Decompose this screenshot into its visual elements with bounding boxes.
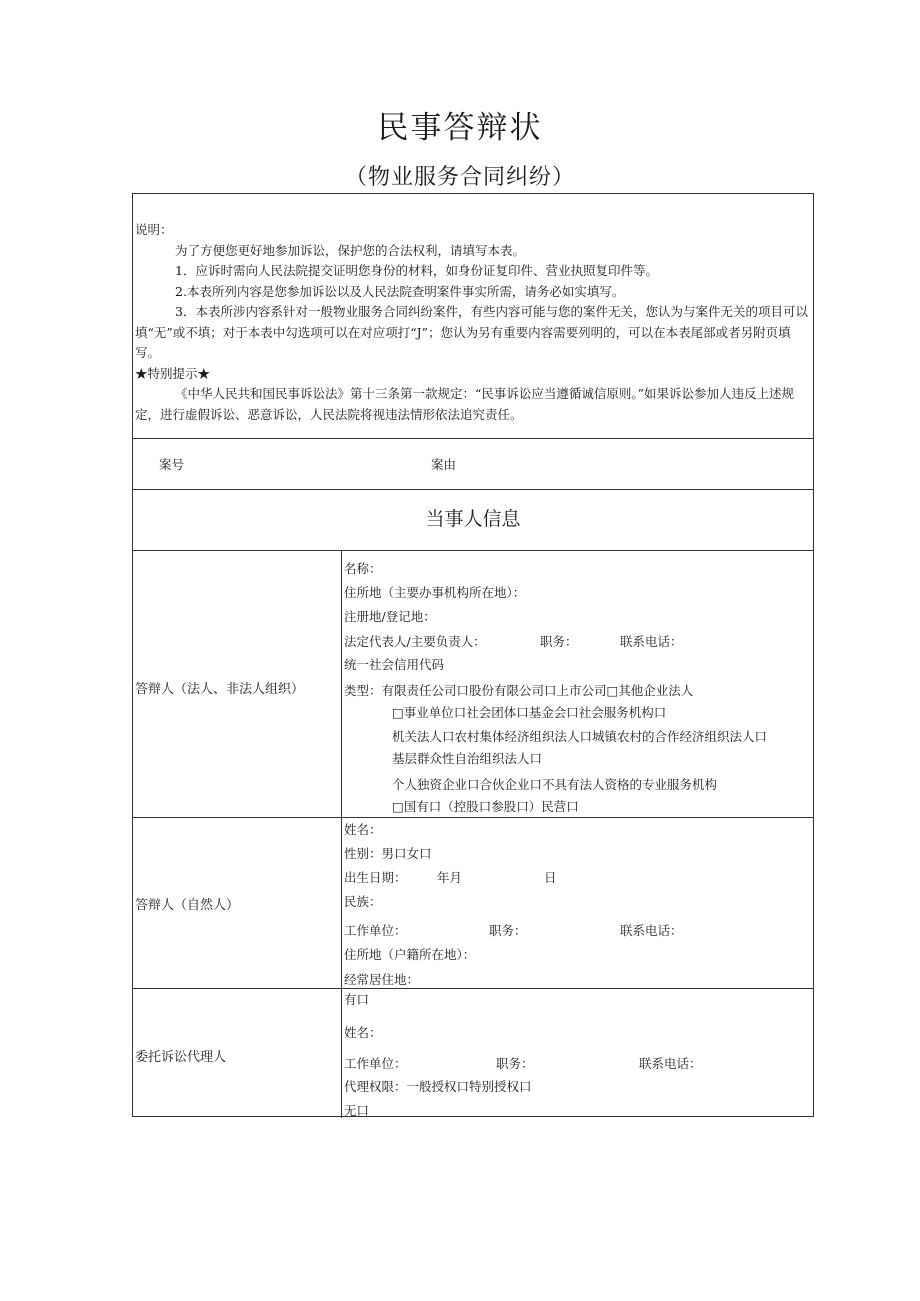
instructions-item-2: 2.本表所列内容是您参加诉讼以及人民法院查明案件事实所需，请务必如实填写。: [175, 283, 625, 299]
person-work-field: 工作单位：: [344, 923, 407, 938]
org-type-line-6: □国有口（控股口参股口）民营口: [392, 799, 579, 814]
instructions: [135, 220, 811, 425]
person-address-field: 住所地（户籍所在地）：: [344, 947, 476, 962]
org-position-field: 职务：: [540, 634, 578, 649]
agent-work-field: 工作单位：: [344, 1056, 407, 1071]
case-cause-label: 案由: [431, 457, 457, 472]
case-number-label: 案号: [159, 457, 185, 472]
person-name-field: 姓名：: [344, 822, 382, 837]
document-subtitle: （物业服务合同纠纷）: [344, 165, 575, 190]
person-birth-year-month: 年月: [437, 870, 463, 885]
agent-phone-field: 联系电话：: [639, 1056, 702, 1071]
org-type-line-4: 基层群众性自治组织法人口: [392, 751, 543, 766]
agent-has-option: 有口: [344, 992, 370, 1007]
agent-label: 委托诉讼代理人: [135, 1050, 227, 1065]
person-birth-field: 出生日期：: [344, 870, 407, 885]
column-divider: [341, 550, 342, 1118]
respondent-person-label: 答辩人（自然人）: [135, 898, 240, 913]
person-position-field: 职务：: [489, 923, 527, 938]
person-ethnicity-field: 民族：: [344, 894, 382, 909]
person-residence-field: 经常居住地：: [344, 972, 420, 987]
org-type-line-3: 机关法人口农村集体经济组织法人口城镇农村的合作经济组织法人口: [392, 729, 768, 744]
agent-name-field: 姓名：: [344, 1025, 382, 1040]
agent-authority-field: 代理权限：一般授权口特别授权口: [344, 1079, 532, 1094]
divider: [133, 988, 813, 989]
org-address-field: 住所地（主要办事机构所在地）：: [344, 585, 526, 600]
agent-none-option: 无口: [344, 1103, 370, 1118]
section-title: 当事人信息: [425, 508, 521, 530]
divider: [133, 817, 813, 818]
person-birth-day: 日: [544, 870, 557, 885]
org-credit-code-field: 统一社会信用代码: [344, 657, 445, 672]
org-type-line-2: □事业单位口社会团体口基金会口社会服务机构口: [392, 705, 667, 720]
special-notice-heading: ★特别提示★: [135, 365, 211, 381]
org-type-line-1: 类型：有限责任公司口股份有限公司口上市公司□其他企业法人: [344, 683, 694, 698]
instructions-item-1: 1．应诉时需向人民法院提交证明您身份的材料，如身份证复印件、营业执照复印件等。: [175, 263, 658, 278]
org-rep-field: 法定代表人/主要负责人：: [344, 634, 486, 649]
person-phone-field: 联系电话：: [620, 923, 683, 938]
document-title: 民事答辩状: [377, 110, 543, 146]
divider: [133, 489, 813, 490]
instructions-intro: 为了方便您更好地参加诉讼，保护您的合法权利，请填写本表。: [175, 242, 526, 258]
person-gender-field: 性别：男口女口: [344, 846, 432, 861]
org-phone-field: 联系电话：: [620, 634, 683, 649]
divider: [133, 438, 813, 439]
respondent-org-label: 答辩人（法人、非法人组织）: [135, 682, 305, 697]
divider: [133, 550, 813, 551]
special-notice-text: 《中华人民共和国民事诉讼法》第十三条第一款规定：“民事诉讼应当遵循诚信原则。”如果诉讼参加人违反上述规定，进行虚假诉讼、恶意诉讼，人民法院将视违法情形依法追究责任。: [135, 386, 795, 422]
org-name-field: 名称：: [344, 561, 382, 576]
org-type-line-5: 个人独资企业口合伙企业口不具有法人资格的专业服务机构: [392, 777, 718, 792]
form-table: [132, 193, 814, 1117]
instructions-heading: 说明：: [135, 222, 173, 237]
org-registered-field: 注册地/登记地：: [344, 609, 436, 624]
instructions-item-3: 3．本表所涉内容系针对一般物业服务合同纠纷案件，有些内容可能与您的案件无关，您认为与案件无关的项目可以填“无”或不填；对于本表中勾选项可以在对应项打“J”；您认为另有重要内容需要列明的，可以在本表尾部或者另附页填写。: [135, 304, 808, 360]
agent-position-field: 职务：: [496, 1056, 534, 1071]
